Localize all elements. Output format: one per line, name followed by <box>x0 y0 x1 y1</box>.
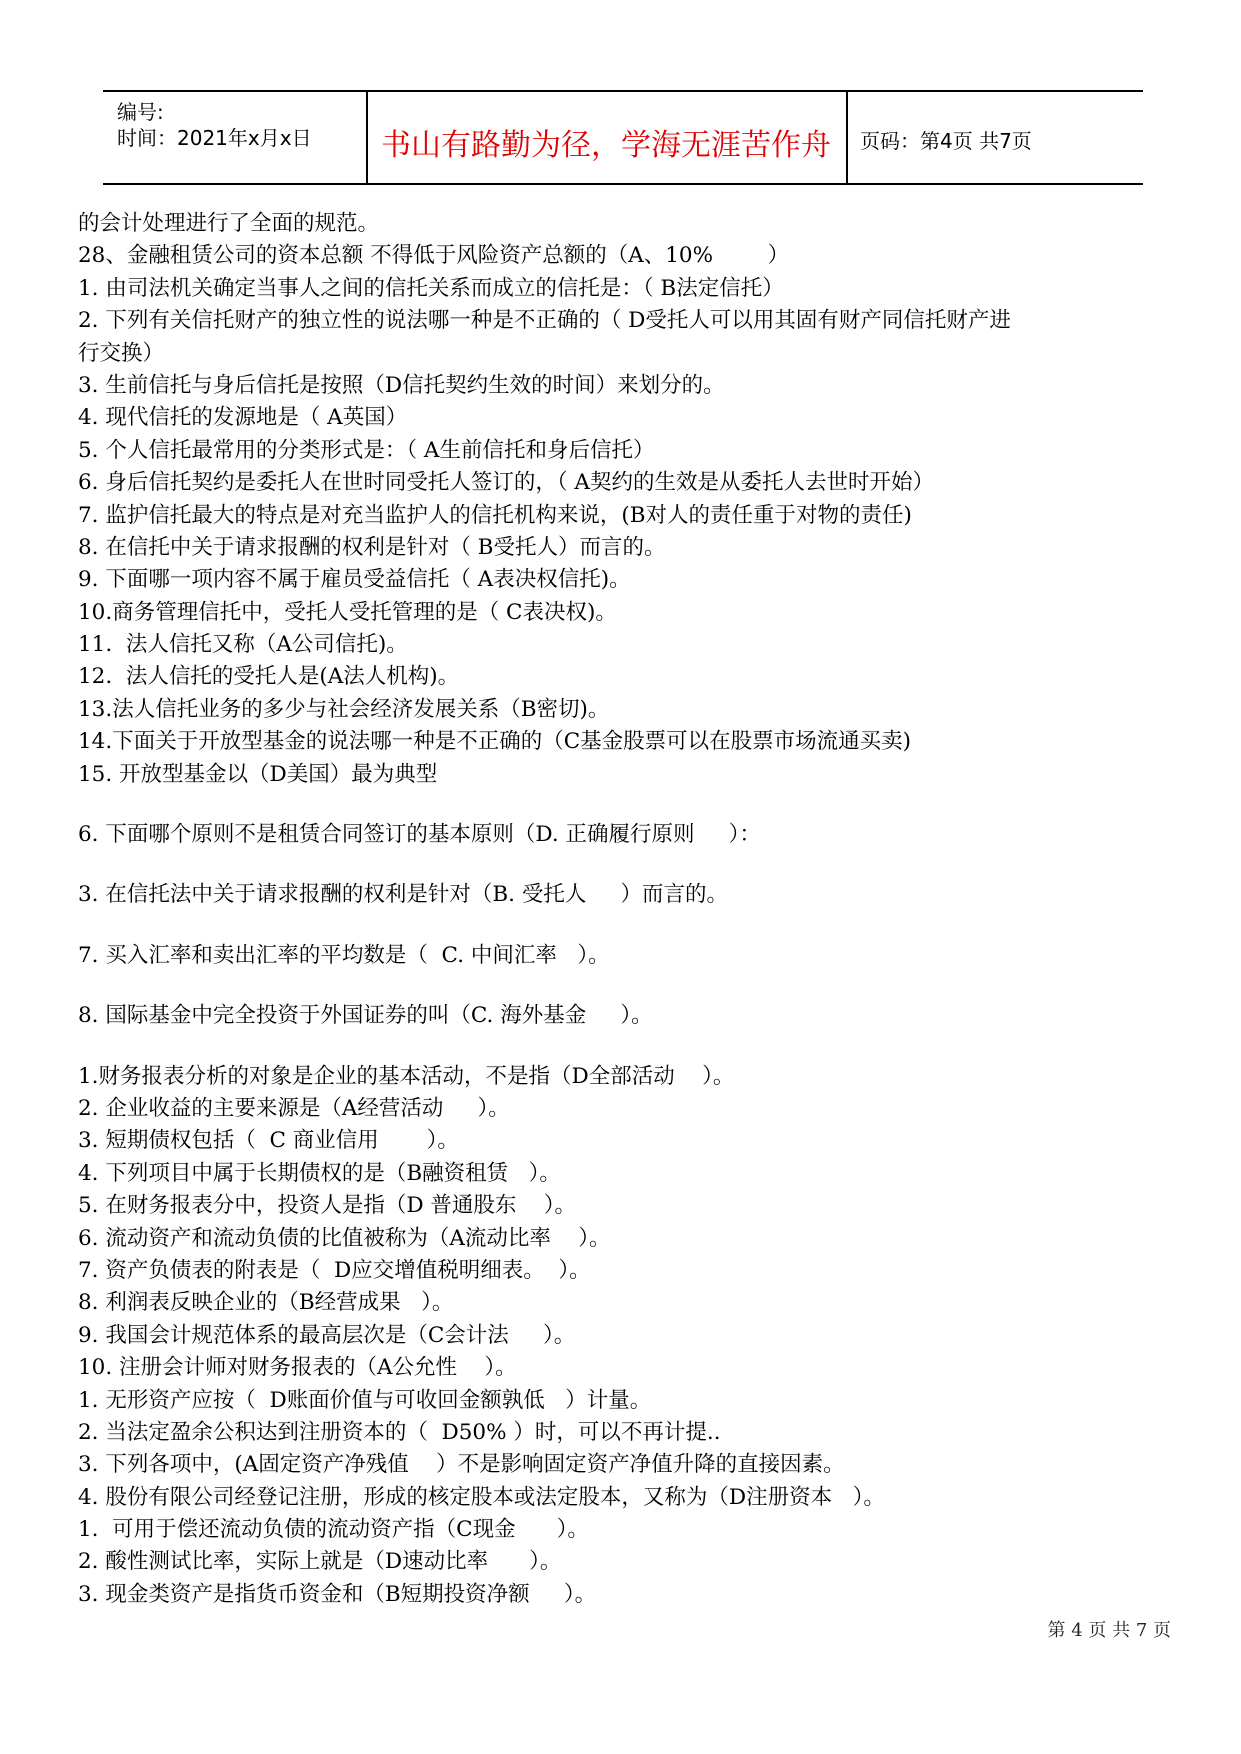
text-line: 4. 下列项目中属于长期债权的是（B融资租赁 ）。 <box>78 1160 561 1186</box>
document-number-label: 编号: <box>117 100 164 124</box>
text-line: 3. 短期债权包括（ C 商业信用 ）。 <box>78 1128 459 1154</box>
text-line: 6. 下面哪个原则不是租赁合同签订的基本原则（D. 正确履行原则 ）： <box>78 822 761 848</box>
text-line: 1. 无形资产应按（ D账面价值与可收回金额孰低 ）计量。 <box>78 1387 652 1413</box>
header-motto: 书山有路勤为径，学海无涯苦作舟 <box>381 128 831 163</box>
text-line: 1. 可用于偿还流动负债的流动资产指（C现金 ）。 <box>78 1517 589 1543</box>
text-line: 4. 股份有限公司经登记注册，形成的核定股本或法定股本，又称为（D注册资本 ）。 <box>78 1484 885 1510</box>
paragraph-gap <box>78 912 1178 940</box>
text-line: 14.下面关于开放型基金的说法哪一种是不正确的（C基金股票可以在股票市场流通买卖) <box>78 729 912 755</box>
header-left-cell <box>103 92 368 183</box>
text-line: 10.商务管理信托中，受托人受托管理的是（ C表决权)。 <box>78 599 617 625</box>
paragraph-gap <box>78 851 1178 879</box>
text-line: 8. 利润表反映企业的（B经营成果 ）。 <box>78 1290 454 1316</box>
text-line: 6. 身后信托契约是委托人在世时同受托人签订的，（ A契约的生效是从委托人去世时开始） <box>78 470 934 496</box>
text-line: 12. 法人信托的受托人是(A法人机构)。 <box>78 664 460 690</box>
text-line: 3. 生前信托与身后信托是按照（D信托契约生效的时间）来划分的。 <box>78 372 725 398</box>
paragraph-gap <box>78 791 1178 819</box>
text-line: 行交换） <box>78 340 165 366</box>
text-line: 9. 下面哪一项内容不属于雇员受益信托（ A表决权信托)。 <box>78 567 631 593</box>
text-line: 1. 由司法机关确定当事人之间的信托关系而成立的信托是：（ B法定信托） <box>78 275 784 301</box>
text-line: 2. 当法定盈余公积达到注册资本的（ D50% ）时，可以不再计提.. <box>78 1419 721 1445</box>
paragraph-gap <box>78 1033 1178 1061</box>
text-line: 的会计处理进行了全面的规范。 <box>78 211 380 236</box>
text-line: 10. 注册会计师对财务报表的（A公允性 ）。 <box>78 1355 517 1381</box>
text-line: 5. 个人信托最常用的分类形式是：（ A生前信托和身后信托） <box>78 437 655 463</box>
text-line: 11. 法人信托又称（A公司信托)。 <box>78 632 408 658</box>
footer-page-number: 第 4 页 共 7 页 <box>1047 1620 1171 1641</box>
text-line: 2. 企业收益的主要来源是（A经营活动 ）。 <box>78 1095 510 1121</box>
text-line: 2. 下列有关信托财产的独立性的说法哪一种是不正确的（ D受托人可以用其固有财产同信托财产进 <box>78 308 1011 334</box>
text-line: 7. 资产负债表的附表是（ D应交增值税明细表。 ）。 <box>78 1257 591 1283</box>
text-line: 5. 在财务报表分中，投资人是指（D 普通股东 ）。 <box>78 1193 577 1219</box>
page-header <box>103 90 1143 185</box>
text-line: 15. 开放型基金以（D美国）最为典型 <box>78 761 438 787</box>
header-middle-cell <box>366 92 848 183</box>
text-line: 8. 在信托中关于请求报酬的权利是针对（ B受托人）而言的。 <box>78 534 666 560</box>
text-line: 3. 现金类资产是指货币资金和（B短期投资净额 ）。 <box>78 1581 597 1607</box>
header-page-number: 页码：第4页 共7页 <box>860 129 1032 153</box>
text-line: 7. 买入汇率和卖出汇率的平均数是（ C. 中间汇率 ）。 <box>78 942 610 968</box>
document-time-label: 时间：2021年x月x日 <box>117 126 312 150</box>
text-line: 13.法人信托业务的多少与社会经济发展关系（B密切)。 <box>78 696 610 722</box>
text-line: 3. 下列各项中，(A固定资产净残值 ）不是影响固定资产净值升降的直接因素。 <box>78 1452 845 1478</box>
text-line: 6. 流动资产和流动负债的比值被称为（A流动比率 ）。 <box>78 1225 611 1251</box>
text-line: 9. 我国会计规范体系的最高层次是（C会计法 ）。 <box>78 1322 576 1348</box>
text-line: 28、金融租赁公司的资本总额 不得低于风险资产总额的（A、10% ） <box>78 243 790 269</box>
text-line: 8. 国际基金中完全投资于外国证券的叫（C. 海外基金 ）。 <box>78 1003 653 1029</box>
text-line: 7. 监护信托最大的特点是对充当监护人的信托机构来说，(B对人的责任重于对物的责任) <box>78 502 912 528</box>
text-line: 3. 在信托法中关于请求报酬的权利是针对（B. 受托人 ）而言的。 <box>78 882 728 908</box>
document-body <box>78 208 1178 1611</box>
header-right-cell <box>848 92 1143 183</box>
text-line: 4. 现代信托的发源地是（ A英国） <box>78 405 408 431</box>
text-line: 1.财务报表分析的对象是企业的基本活动，不是指（D全部活动 ）。 <box>78 1063 735 1089</box>
paragraph-gap <box>78 972 1178 1000</box>
text-line: 2. 酸性测试比率，实际上就是（D速动比率 ）。 <box>78 1549 562 1575</box>
